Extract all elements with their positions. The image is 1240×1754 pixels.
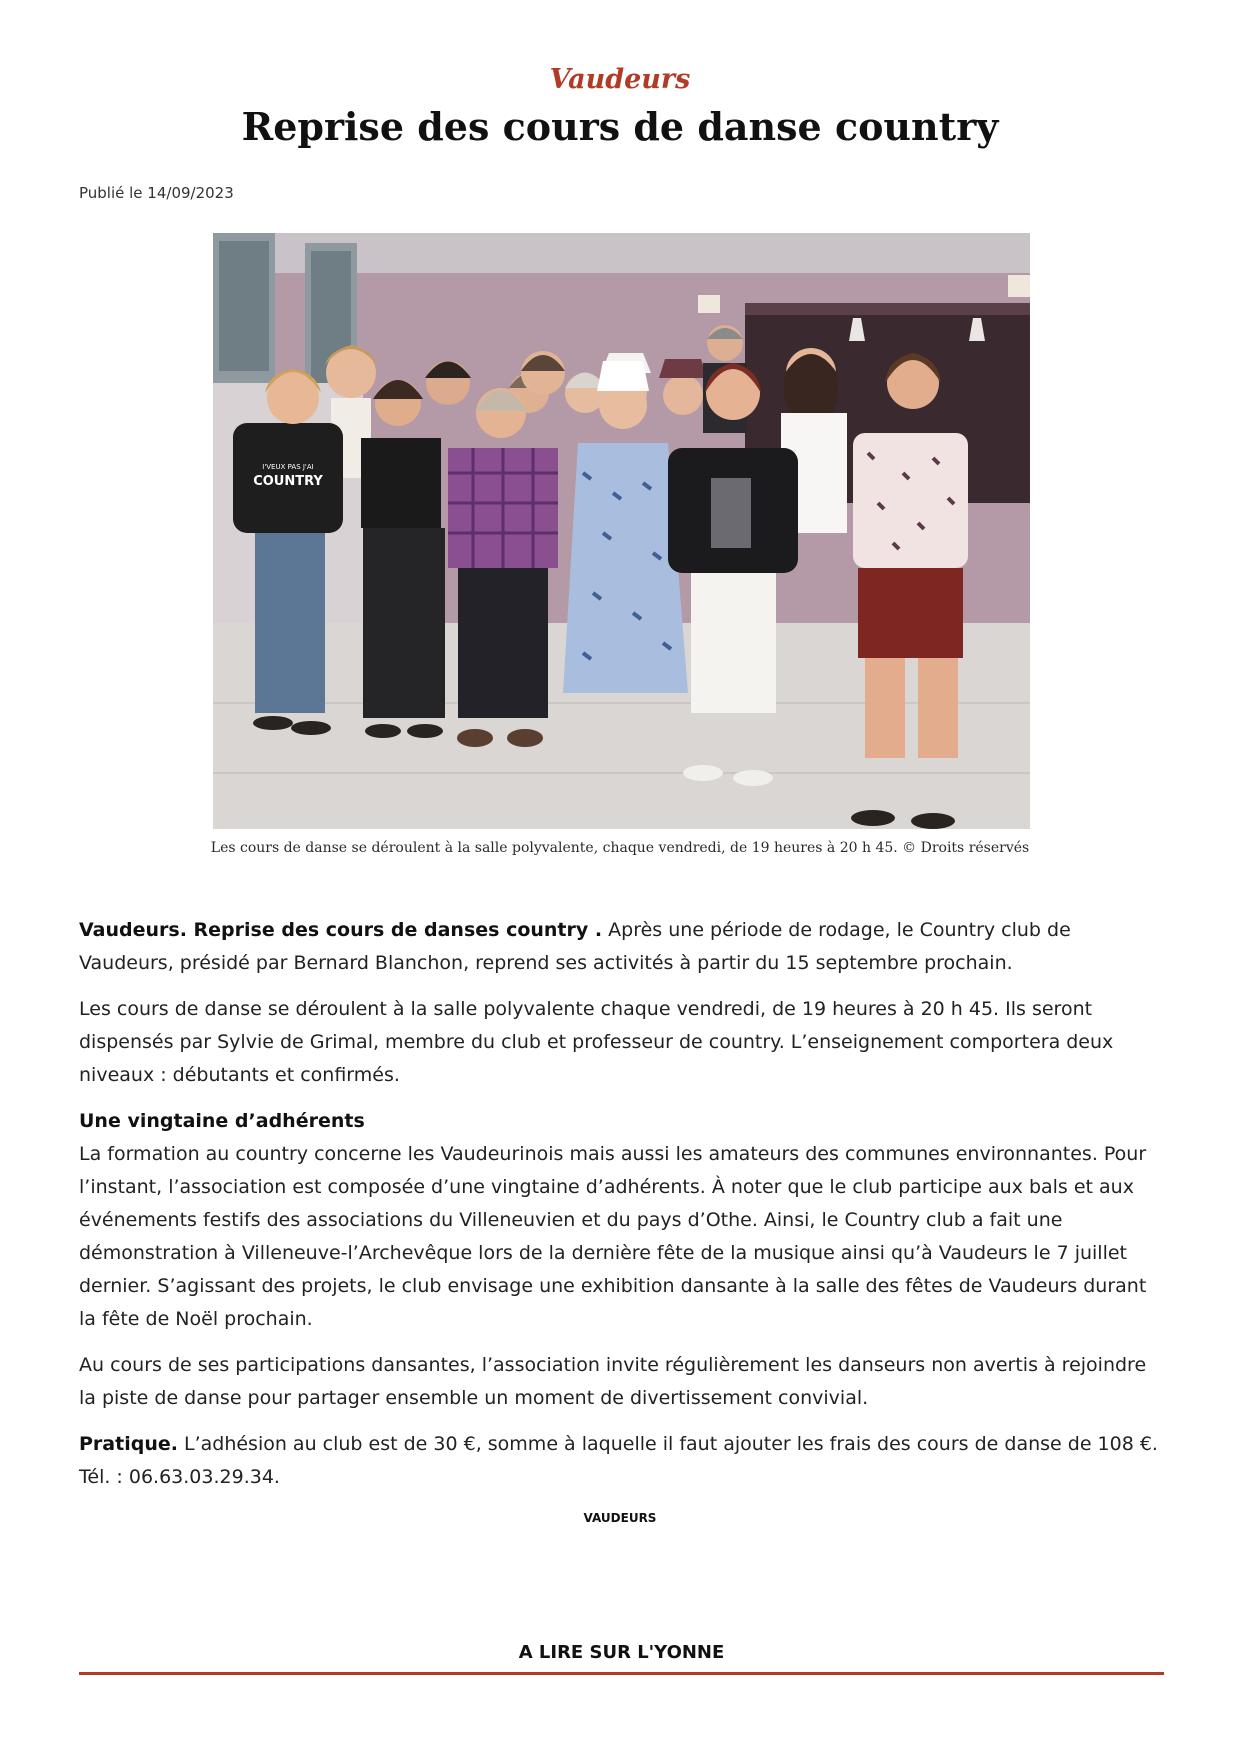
paragraph-schedule: Les cours de danse se déroulent à la salle polyvalente chaque vendredi, de 19 heures à 20 h 45. Ils seront dispensés par Sylvie de Grimal, membre du club et professeur de country. L’enseignement comportera deux niveaux : débutants et confirmés. <box>79 998 1114 1086</box>
practical-text: L’adhésion au club est de 30 €, somme à laquelle il faut ajouter les frais des cours de danse de 108 €. Tél. : 06.63.03.29.34. <box>79 1433 1158 1488</box>
paragraph-members <box>79 1105 1164 1336</box>
section-divider <box>79 1672 1164 1675</box>
article-photo[interactable] <box>213 233 1030 829</box>
intro-lead: Vaudeurs. Reprise des cours de danses country . <box>79 919 603 941</box>
shirt-print-2: COUNTRY <box>253 474 323 489</box>
article-tag[interactable]: VAUDEURS <box>583 1511 657 1525</box>
publish-date: Publié le 14/09/2023 <box>79 184 234 202</box>
article-body <box>79 914 1164 1507</box>
more-section-title[interactable]: A LIRE SUR L'YONNE <box>518 1642 725 1663</box>
photo-caption: Les cours de danse se déroulent à la salle polyvalente, chaque vendredi, de 19 heures à 20 h 45. © Droits réservés <box>210 840 1030 856</box>
intro-text: Après une période de rodage, le Country club de Vaudeurs, présidé par Bernard Blanchon, reprend ses activités à partir du 15 septembre prochain. <box>79 919 1071 974</box>
practical-lead: Pratique. <box>79 1433 178 1455</box>
paragraph-practical <box>79 1428 1164 1494</box>
shirt-print-1: I'VEUX PAS J'AI <box>262 463 314 471</box>
section-kicker[interactable]: Vaudeurs <box>549 64 691 95</box>
paragraph-intro <box>79 914 1164 980</box>
article-title: Reprise des cours de danse country <box>241 104 999 149</box>
subheading: Une vingtaine d’adhérents <box>79 1110 365 1132</box>
group-photo-illustration <box>213 233 1030 829</box>
members-text: La formation au country concerne les Vaudeurinois mais aussi les amateurs des communes environnantes. Pour l’instant, l’association est composée d’une vingtaine d’adhérents. À noter que le club participe aux bals et aux événements festifs des associations du Villeneuvien et du pays d’Othe. Ainsi, le Country club a fait une démonstration à Villeneuve-l’Archevêque lors de la dernière fête de la musique ainsi qu’à Vaudeurs le 7 juillet dernier. S’agissant des projets, le club envisage une exhibition dansante à la salle des fêtes de Vaudeurs durant la fête de Noël prochain. <box>79 1143 1147 1330</box>
paragraph-invitation: Au cours de ses participations dansantes, l’association invite régulièrement les danseurs non avertis à rejoindre la piste de danse pour partager ensemble un moment de divertissement convivial. <box>79 1354 1147 1409</box>
